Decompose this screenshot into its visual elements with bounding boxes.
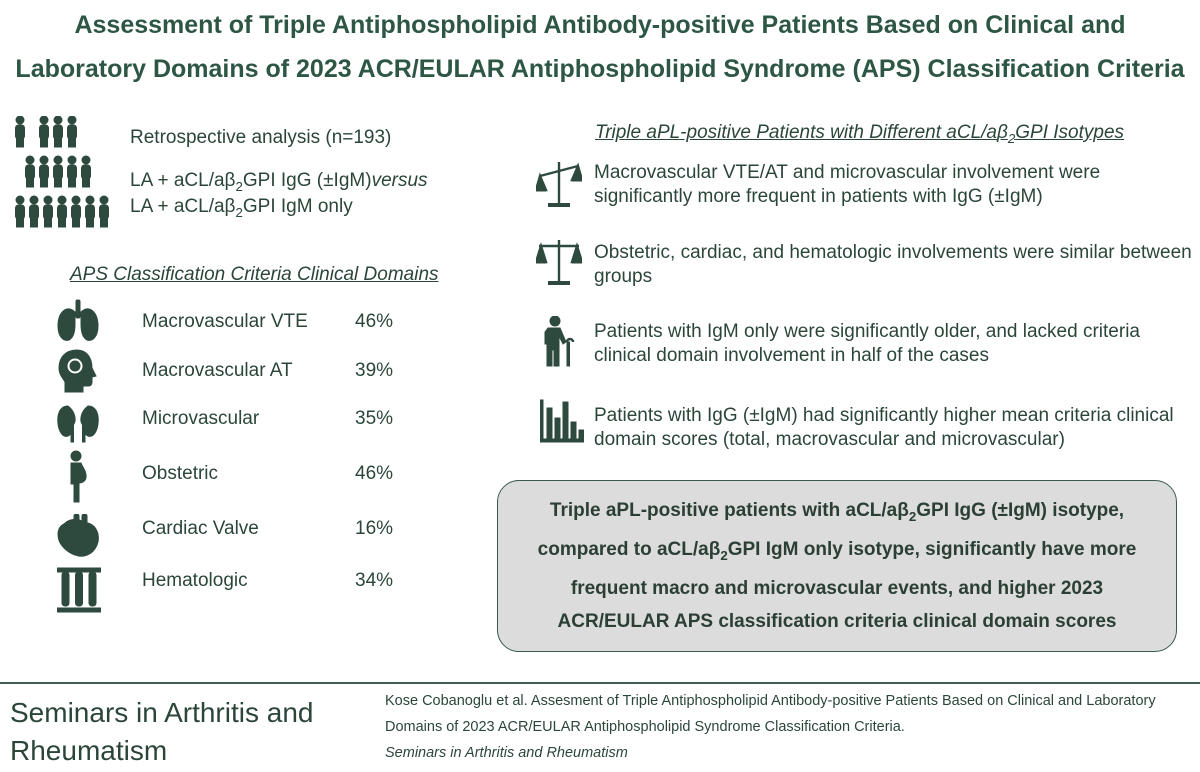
summary-text: Triple aPL-positive patients with aCL/$a\beta_2GPI$ IgG (±IgM) isotype, compared to aCL/$a\beta_2GPI$ IgM only isotype, significantly have more frequent macro and microvascular events, and higher 2023 ACR/EULAR APS classification criteria clinical domain scores — [537, 500, 1137, 632]
domain-value-hematologic: 34% — [355, 570, 394, 591]
summary-box — [497, 480, 1177, 652]
finding-3: Patients with IgM only were significantly older, and lacked criteria clinical domain involvement in half of the cases — [594, 321, 1140, 366]
unbalanced-scale-icon — [536, 158, 582, 210]
domains-heading: APS Classification Criteria Clinical Domains — [70, 264, 439, 285]
group-2-label: LA + aCL/$a\beta_2GPI$ IgM only — [130, 196, 353, 220]
lungs-icon — [55, 298, 101, 344]
domain-value-obstetric: 46% — [355, 463, 394, 484]
bar-chart-icon — [540, 398, 584, 444]
study-design: Retrospective analysis (n=193) — [130, 127, 392, 148]
people-group-icon — [14, 116, 114, 232]
domain-name-obstetric: Obstetric — [142, 463, 219, 484]
finding-4: Patients with IgG (±IgM) had significantly higher mean criteria clinical domain scores (total, macrovascular and microvascular) — [594, 405, 1174, 450]
kidneys-icon — [55, 402, 101, 444]
versus-label: versus — [371, 170, 428, 191]
group-1-text — [130, 170, 428, 194]
footer-divider — [0, 682, 1200, 684]
domain-name-microvascular: Microvascular — [142, 408, 260, 429]
title-line-1: Assessment of Triple Antiphospholipid Antibody-positive Patients Based on Clinical and — [74, 11, 1126, 39]
domain-value-cardiac-valve: 16% — [355, 518, 394, 539]
balanced-scale-icon — [536, 236, 582, 288]
findings-heading: Triple aPL-positive Patients with Different aCL/$a\beta_2GPI$ Isotypes — [595, 122, 1125, 146]
heart-icon — [54, 514, 102, 558]
citation-journal: Seminars in Arthritis and Rheumatism — [385, 745, 628, 761]
domain-name-macrovascular-at: Macrovascular AT — [142, 360, 293, 381]
test-tubes-icon — [57, 566, 101, 614]
page-title — [0, 0, 1200, 91]
domain-name-cardiac-valve: Cardiac Valve — [142, 518, 259, 539]
domain-value-macrovascular-at: 39% — [355, 360, 394, 381]
title-line-2: Laboratory Domains of 2023 ACR/EULAR Antiphospholipid Syndrome (APS) Classification Criteria — [15, 55, 1185, 83]
finding-1: Macrovascular VTE/AT and microvascular involvement were significantly more frequent in patients with IgG (±IgM) — [594, 162, 1101, 207]
finding-2: Obstetric, cardiac, and hematologic involvements were similar between groups — [594, 242, 1192, 287]
journal-name: Seminars in Arthritis and Rheumatism — [10, 697, 314, 766]
group-1-label: LA + aCL/$a\beta_2GPI$ IgG (±IgM) — [130, 170, 372, 194]
domain-name-macrovascular-vte: Macrovascular VTE — [142, 311, 308, 332]
head-brain-icon — [55, 348, 101, 394]
pregnant-woman-icon — [64, 450, 92, 504]
citation — [385, 688, 1200, 766]
elderly-person-icon — [540, 316, 580, 368]
citation-text: Kose Cobanoglu et al. Assesment of Triple Antiphospholipid Antibody-positive Patients Based on Clinical and Laboratory Domains of 2023 ACR/EULAR Antiphospholipid Syndrome Classification Criteria. — [385, 693, 1156, 735]
domain-name-hematologic: Hematologic — [142, 570, 248, 591]
domain-value-macrovascular-vte: 46% — [355, 311, 394, 332]
domain-value-microvascular: 35% — [355, 408, 394, 429]
